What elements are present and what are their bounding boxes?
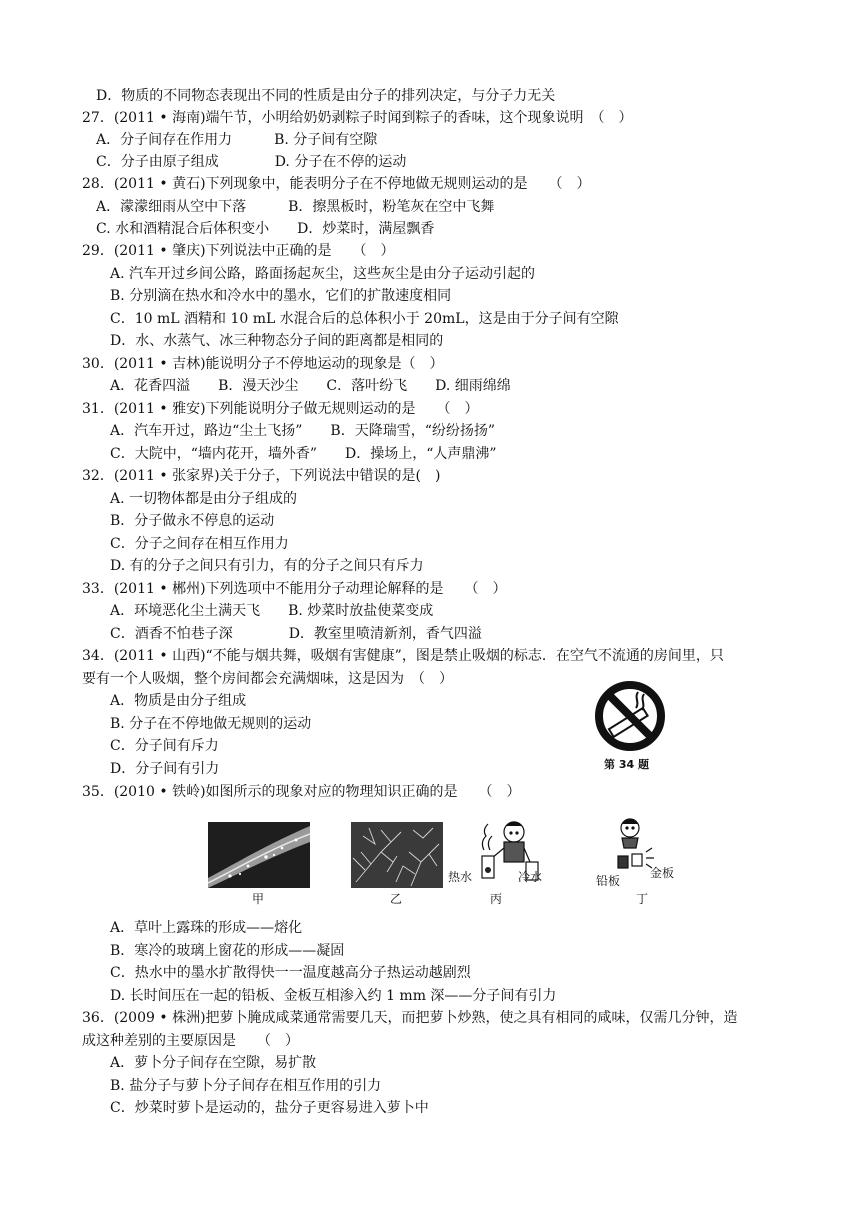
q32-option-a: A. 一切物体都是由分子组成的: [110, 491, 298, 507]
figure-35-caption-jia: 甲: [252, 892, 265, 906]
q28-stem: 28．(2011 • 黄石)下列现象中，能表明分子在不停地做无规则运动的是 （ ）: [82, 176, 591, 192]
frost-pattern-image: [351, 822, 443, 888]
q32-option-c: C．分子之间存在相互作用力: [110, 536, 289, 552]
q29-stem: 29．(2011 • 肇庆)下列说法中正确的是 （ ）: [82, 243, 395, 259]
figure-34-caption: 第 34 题: [604, 758, 649, 771]
q29-option-a: A. 汽车开过乡间公路，路面扬起灰尘，这些灰尘是由分子运动引起的: [110, 266, 536, 282]
q31-stem: 31．(2011 • 雅安)下列能说明分子做无规则运动的是 （ ）: [82, 401, 479, 417]
q31-options-ab: A．汽车开过，路边“尘土飞扬” B．天降瑞雪，“纷纷扬扬”: [110, 423, 496, 439]
q34-stem-line1: 34．(2011 • 山西)“不能与烟共舞，吸烟有害健康”，图是禁止吸烟的标志．在空气不流通的房间里，只: [82, 648, 724, 664]
q30-stem: 30．(2011 • 吉林)能说明分子不停地运动的现象是（ ）: [82, 356, 444, 372]
q27-options-cd: C．分子由原子组成 D. 分子在不停的运动: [96, 154, 407, 170]
q30-options: A．花香四溢 B．漫天沙尘 C．落叶纷飞 D. 细雨绵绵: [110, 378, 511, 394]
q28-options-ab: A．濛濛细雨从空中下落 B．擦黑板时，粉笔灰在空中飞舞: [96, 199, 495, 215]
figure-35-label-hot-water: 热水: [448, 870, 473, 884]
q26-option-d: D．物质的不同物态表现出不同的性质是由分子的排列决定，与分子力无关: [96, 88, 556, 104]
q36-stem-line2: 成这种差别的主要原因是 （ ）: [82, 1033, 299, 1049]
q35-option-b: B．寒冷的玻璃上窗花的形成——凝固: [110, 943, 345, 959]
q29-option-b: B. 分别滴在热水和冷水中的墨水，它们的扩散速度相同: [110, 288, 452, 304]
q34-option-d: D．分子间有引力: [110, 761, 220, 777]
q33-options-ab: A．环境恶化尘土满天飞 B. 炒菜时放盐使菜变成: [110, 603, 434, 619]
q31-options-cd: C．大院中，“墙内花开，墙外香” D．操场上，“人声鼎沸”: [110, 446, 497, 462]
q29-option-c: C．10 mL 酒精和 10 mL 水混合后的总体积小于 20mL，这是由于分子间有空隙: [110, 311, 619, 327]
figure-35-caption-ding: 丁: [636, 892, 649, 906]
q36-option-a: A．萝卜分子间存在空隙，易扩散: [110, 1055, 317, 1071]
q33-options-cd: C．酒香不怕巷子深 D．教室里喷清新剂，香气四溢: [110, 626, 482, 642]
no-smoking-icon: [594, 680, 666, 752]
q34-option-b: B. 分子在不停地做无规则的运动: [110, 716, 312, 732]
q34-option-c: C．分子间有斥力: [110, 738, 219, 754]
figure-35-label-cold-water: 冷水: [518, 870, 543, 884]
q35-option-c: C．热水中的墨水扩散得快一一温度越高分子热运动越剧烈: [110, 965, 471, 981]
q35-option-d: D. 长时间压在一起的铅板、金板互相渗入约 1 mm 深——分子间有引力: [110, 988, 557, 1004]
figure-35-caption-yi: 乙: [390, 892, 403, 906]
q34-option-a: A．物质是由分子组成: [110, 693, 247, 709]
q32-stem: 32．(2011 • 张家界)关于分子，下列说法中错误的是( ): [82, 468, 441, 484]
q36-option-c: C．炒菜时萝卜是运动的，盐分子更容易进入萝卜中: [110, 1100, 429, 1116]
figure-35-photo-jia: [208, 822, 310, 888]
q27-options-ab: A．分子间存在作用力 B. 分子间有空隙: [96, 132, 378, 148]
q36-option-b: B. 盐分子与萝卜分子间存在相互作用的引力: [110, 1078, 382, 1094]
q35-option-a: A．草叶上露珠的形成——熔化: [110, 920, 303, 936]
figure-35-label-lead-plate: 铅板: [596, 874, 621, 888]
q27-stem: 27．(2011 • 海南)端午节，小明给奶奶剥粽子时闻到粽子的香味，这个现象说明 （ ）: [82, 110, 633, 126]
q35-stem: 35．(2010 • 铁岭)如图所示的现象对应的物理知识正确的是 （ ）: [82, 784, 521, 800]
q32-option-d: D. 有的分子之间只有引力，有的分子之间只有斥力: [110, 558, 424, 574]
figure-35-label-gold-plate: 金板: [650, 866, 675, 880]
q28-options-cd: C. 水和酒精混合后体积变小 D．炒菜时，满屋飘香: [96, 221, 435, 237]
q36-stem-line1: 36．(2009 • 株洲)把萝卜腌成咸菜通常需要几天，而把萝卜炒熟，使之具有相同的咸味，仅需几分钟，造: [82, 1010, 738, 1026]
q29-option-d: D．水、水蒸气、冰三种物态分子间的距离都是相同的: [110, 333, 444, 349]
q34-stem-line2: 要有一个人吸烟，整个房间都会充满烟味，这是因为 （ ）: [82, 671, 453, 687]
figure-35-caption-bing: 丙: [490, 892, 503, 906]
q33-stem: 33．(2011 • 郴州)下列选项中不能用分子动理论解释的是 （ ）: [82, 581, 507, 597]
q32-option-b: B．分子做永不停息的运动: [110, 513, 275, 529]
figure-34: [594, 680, 666, 776]
figure-35-photo-yi: [351, 822, 443, 888]
dew-leaf-image: [208, 822, 310, 888]
